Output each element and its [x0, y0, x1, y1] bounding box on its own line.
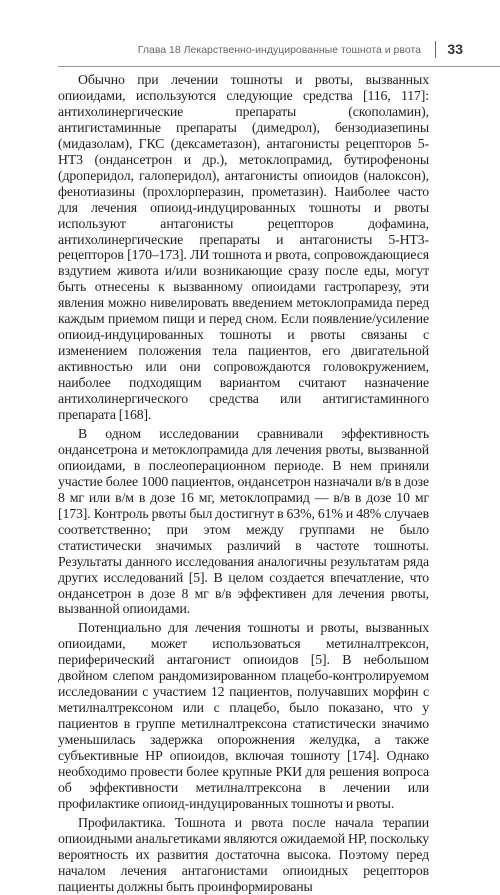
- paragraph-1: [58, 72, 429, 423]
- chapter-title: Глава 18 Лекарственно-индуцированные тошнота и рвота: [137, 44, 421, 56]
- paragraph-3-text: Потенциально для лечения тошноты и рвоты, вызванных опиоидами, может использоваться метилналтрексон, периферический антагонист опиоидов [5]. В небольшом двойном слепом рандомизированном плацебо-контролируемом исследовании с участием 12 пациентов, получавших морфин с метилналтрексоном или с плацебо, было показано, что у пациентов в группе метилналтрексона статистически значимо уменьшилась задержка опорожнения желудка, а также субъективные НР опиоидов, включая тошноту [174]. Однако необходимо провести более крупные РКИ для решения вопроса об эффективности метилналтрексона в лечении или профилактике опиоид-индуцированных тошноты и рвоты.: [58, 620, 429, 811]
- paragraph-2-text: В одном исследовании сравнивали эффективность ондансетрона и метоклопрамида для лечения рвоты, вызванной опиоидами, в послеоперационном периоде. В нем приняли участие более 1000 пациентов, ондансетрон назначали в/в в дозе 8 мг или в/м в дозе 16 мг, метоклопрамид — в/в в дозе 10 мг [173]. Контроль рвоты был достигнут в 63%, 61% и 48% случаев соответственно; при этом между группами не было статистически значимых различий в частоте тошноты. Результаты данного исследования аналогичны результатам ряда других исследований [5]. В целом создается впечатление, что ондансетрон в дозе 8 мг в/в эффективен для лечения рвоты, вызванной опиоидами.: [58, 425, 429, 617]
- body-text: [58, 72, 429, 895]
- paragraph-4: [58, 815, 429, 895]
- page-number: 33: [447, 41, 463, 57]
- paragraph-3: [58, 620, 429, 811]
- paragraph-1-text: Обычно при лечении тошноты и рвоты, вызванных опиоидами, используются следующие средства [116, 117]: антихолинергические препараты (скополамин), антигистаминные препараты (димедрол), бензодиазепины (мидазолам), ГКС (дексаметазон), антагонисты рецепторов 5-НТ3 (ондансетрон и др.), метоклопрамид, бутирофеноны (дроперидол, галоперидол), антагонисты опиоидов (налоксон), фенотиазины (прохлорперазин, прометазин). Наиболее часто для лечения опиоид-индуцированных тошноты и рвоты используют антагонисты рецепторов дофамина, антихолинергические препараты и антагонисты 5-НТ3-рецепторов [170–173]. ЛИ тошнота и рвота, сопровождающиеся вздутием живота и/или возникающие сразу после еды, могут быть отнесены к вызванному опиоидами гастропарезу, эти явления можно нивелировать введением метоклопрамида перед каждым приемом пищи и перед сном. Если появление/усиление опиоид-индуцированных тошноты и рвоты связаны с изменением положения тела пациентов, его двигательной активностью или они сопровождаются головокружением, наиболее подходящим вариантом считают назначение антихолинергического средства или антигистаминного препарата [168].: [58, 72, 429, 423]
- paragraph-4-text: Профилактика. Тошнота и рвота после начала терапии опиоидными анальгетиками являются ожидаемой НР, поскольку вероятность их развития достаточна высока. Поэтому перед началом лечения антагонистами опиоидных рецепторов пациенты должны быть проинформированы: [58, 814, 429, 894]
- running-header: [0, 0, 500, 66]
- header-separator: [435, 41, 436, 58]
- header-rule: [58, 66, 500, 67]
- paragraph-2: [58, 426, 429, 617]
